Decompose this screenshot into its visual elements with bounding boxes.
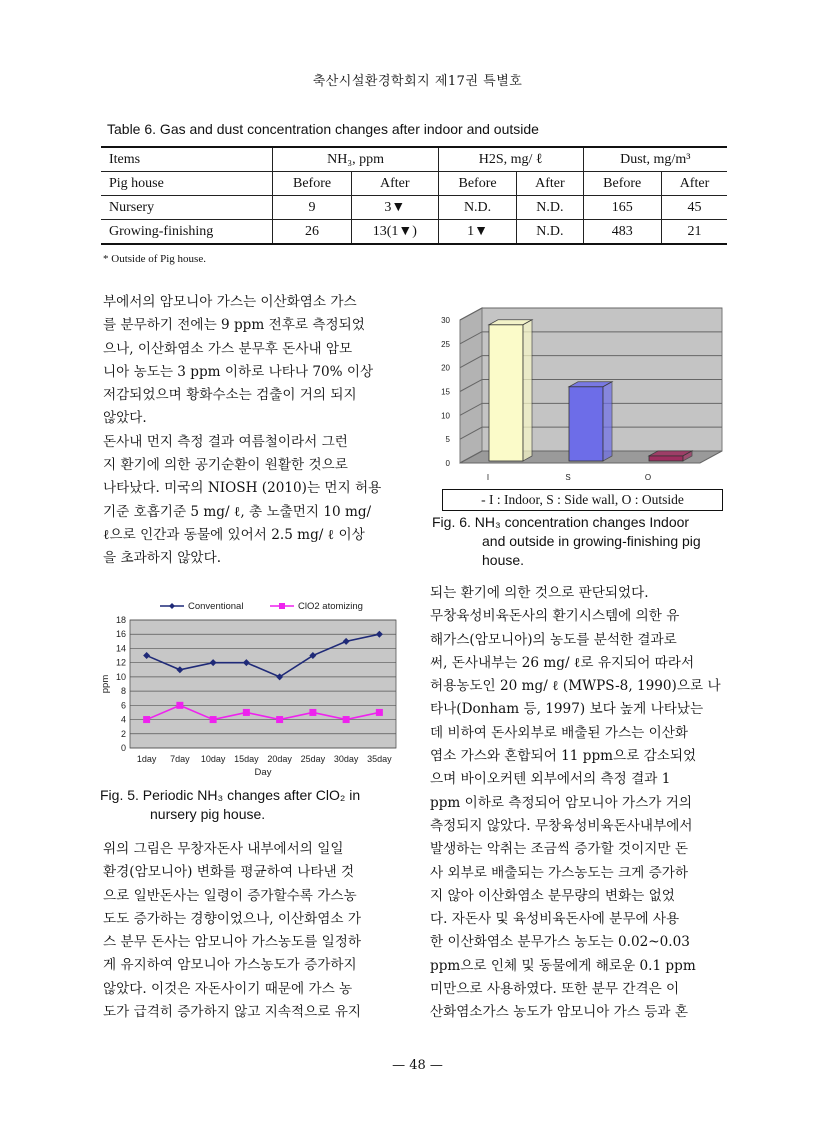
text-line: 도도 증가하는 경향이었으나, 이산화염소 가 <box>103 910 361 927</box>
text-line: 을 초과하지 않았다. <box>103 550 222 567</box>
caption-line: nursery pig house. <box>150 806 266 822</box>
text-line: 나타났다. 미국의 NIOSH (2010)는 먼지 허용 <box>103 480 382 497</box>
text-line: 데 비하여 돈사외부로 배출된 가스는 이산화 <box>430 724 688 741</box>
fig6-y-tick-label: 5 <box>445 435 450 445</box>
body-paragraph-right <box>430 582 733 1025</box>
fig6-y-tick-label: 10 <box>441 411 450 421</box>
fig5-y-tick-label: 16 <box>115 629 126 640</box>
text-line: 써, 돈사내부는 26 mg/ ℓ로 유지되어 따라서 <box>430 654 695 671</box>
fig5-plot-area <box>100 601 396 778</box>
table-cell: N.D. <box>517 220 583 245</box>
fig5-y-tick-label: 0 <box>120 743 126 753</box>
fig6-y-tick-label: 20 <box>441 363 450 373</box>
fig6-y-tick-label: 25 <box>441 339 450 349</box>
table-cell: 45 <box>661 196 727 220</box>
text-line: 를 분무하기 전에는 9 ppm 전후로 측정되었 <box>103 317 365 334</box>
table-cell: 26 <box>273 220 351 245</box>
fig5-x-tick-label: 25day <box>300 754 326 764</box>
table-subheader-row <box>101 172 727 196</box>
fig6-x-tick-label: S <box>565 473 571 482</box>
text-line: 않았다. 이것은 자돈사이기 때문에 가스 농 <box>103 980 353 997</box>
table-footnote: * Outside of Pig house. <box>103 253 206 265</box>
fig5-x-tick-label: 7day <box>170 754 190 764</box>
text-line: 으나, 이산화염소 가스 분무후 돈사내 암모 <box>103 340 353 357</box>
fig5-x-tick-label: 10day <box>200 754 226 764</box>
text-line: 저감되었으며 황화수소는 검출이 거의 되지 <box>103 387 357 404</box>
caption-line: house. <box>482 552 525 568</box>
text-line: 돈사내 먼지 측정 결과 여름철이라서 그런 <box>103 433 348 450</box>
text-line: 산화염소가스 농도가 암모니아 가스 등과 혼 <box>430 1004 688 1021</box>
text-line: 게 유지하여 암모니아 가스농도가 증가하지 <box>103 957 357 974</box>
th-before: Before <box>438 172 516 196</box>
fig6-bar <box>489 325 523 461</box>
table-6 <box>101 146 727 245</box>
fig5-x-tick-label: 1day <box>136 754 157 764</box>
th-after: After <box>351 172 438 196</box>
fig5-legend-label: Conventional <box>188 601 244 612</box>
fig5-data-point <box>243 709 250 716</box>
table-cell: N.D. <box>438 196 516 220</box>
text-line: 한 이산화염소 분무가스 농도는 0.02~0.03 <box>430 934 690 951</box>
body-paragraph-left-2 <box>103 838 405 1024</box>
th-before: Before <box>583 172 661 196</box>
text-line: 염소 가스와 혼합되어 11 ppm으로 감소되었 <box>430 748 697 765</box>
text-line: 되는 환기에 의한 것으로 판단되었다. <box>430 585 649 601</box>
fig5-y-tick-label: 8 <box>120 686 126 697</box>
table-cell: 483 <box>583 220 661 245</box>
text-line: 사 외부로 배출되는 가스농도는 크게 증가하 <box>430 864 688 881</box>
body-paragraph-left-1 <box>103 291 405 571</box>
fig5-x-axis-label: Day <box>254 767 272 778</box>
text-line: 허용농도인 20 mg/ ℓ (MWPS-8, 1990)으로 나 <box>430 678 721 695</box>
fig6-bar <box>569 387 603 461</box>
fig6-bar-chart <box>428 296 738 488</box>
fig6-caption <box>432 513 732 570</box>
text-line: 위의 그림은 무창자돈사 내부에서의 일일 <box>103 841 344 857</box>
text-line: 부에서의 암모니아 가스는 이산화염소 가스 <box>103 294 357 310</box>
fig5-data-point <box>309 709 316 716</box>
text-line: 으며 바이오커텐 외부에서의 측정 결과 1 <box>430 771 671 788</box>
fig6-x-tick-label: O <box>644 473 652 482</box>
table-row <box>101 196 727 220</box>
th-h2s: H2S, mg/ ℓ <box>438 147 583 172</box>
fig5-y-tick-label: 18 <box>115 615 126 625</box>
table-cell: N.D. <box>517 196 583 220</box>
caption-line: and outside in growing-finishing pig <box>482 533 701 549</box>
table-row <box>101 220 727 245</box>
th-after: After <box>661 172 727 196</box>
fig5-x-tick-label: 30day <box>333 754 359 764</box>
fig5-y-tick-label: 6 <box>120 700 126 711</box>
text-line: 않았다. <box>103 410 147 427</box>
text-line: 다. 자돈사 및 육성비육돈사에 분무에 사용 <box>430 911 680 928</box>
fig6-x-tick-label: I <box>486 473 490 482</box>
th-nh3: NH₃, ppm <box>273 147 439 172</box>
fig5-x-tick-label: 20day <box>267 754 292 764</box>
fig5-legend-marker <box>169 603 175 609</box>
table-cell: 13(1▼) <box>351 220 438 245</box>
fig5-y-tick-label: 14 <box>115 643 126 654</box>
text-line: 으로 일반돈사는 일령이 증가할수록 가스농 <box>103 887 357 904</box>
fig5-line-chart <box>98 594 408 784</box>
table-cell: 3▼ <box>351 196 438 220</box>
fig5-data-point <box>143 716 150 723</box>
fig5-y-axis-label: ppm <box>100 674 111 694</box>
fig5-caption <box>100 786 405 824</box>
fig5-y-tick-label: 4 <box>120 714 126 725</box>
text-line: 기준 호흡기준 5 mg/ ℓ, 총 노출먼지 10 mg/ <box>103 503 372 520</box>
fig5-data-point <box>210 716 217 723</box>
caption-line: Fig. 5. Periodic NH₃ changes after ClO₂ in <box>100 787 361 803</box>
table-cell: Nursery <box>101 196 273 220</box>
th-before: Before <box>273 172 351 196</box>
page-number: — 48 — <box>392 1058 443 1073</box>
text-line: 지 않아 이산화염소 분무량의 변화는 없었 <box>430 887 675 904</box>
table-cell: 9 <box>273 196 351 220</box>
text-line: 해가스(암모니아)의 농도를 분석한 결과로 <box>430 631 677 648</box>
text-line: 발생하는 악취는 조금씩 증가할 것이지만 돈 <box>430 841 688 858</box>
table-caption: Table 6. Gas and dust concentration changes after indoor and outside <box>107 121 539 137</box>
fig6-legend: - I : Indoor, S : Side wall, O : Outside <box>442 489 723 511</box>
fig5-data-point <box>276 716 283 723</box>
fig5-legend-label: ClO2 atomizing <box>298 601 363 612</box>
table-cell: 1▼ <box>438 220 516 245</box>
fig5-x-tick-label: 15day <box>234 754 259 764</box>
fig6-y-tick-label: 15 <box>441 387 450 397</box>
text-line: ℓ으로 인간과 동물에 있어서 2.5 mg/ ℓ 이상 <box>103 526 365 543</box>
table-header-row <box>101 147 727 172</box>
fig5-x-tick-label: 35day <box>367 754 392 764</box>
fig5-data-point <box>343 716 350 723</box>
text-line: 니아 농도는 3 ppm 이하로 나타나 70% 이상 <box>103 363 374 380</box>
text-line: 스 분무 돈사는 암모니아 가스농도를 일정하 <box>103 934 361 951</box>
fig5-legend-marker <box>279 603 285 609</box>
text-line: 지 환기에 의한 공기순환이 원활한 것으로 <box>103 457 348 474</box>
text-line: 무창육성비육돈사의 환기시스템에 의한 유 <box>430 608 680 625</box>
journal-header: 축산시설환경학회지 제17권 특별호 <box>312 74 523 89</box>
caption-line: Fig. 6. NH₃ concentration changes Indoor <box>432 514 690 530</box>
table-cell: Growing-finishing <box>101 220 273 245</box>
fig5-y-tick-label: 10 <box>115 671 126 682</box>
fig6-bar-side <box>603 382 612 461</box>
table-cell: 165 <box>583 196 661 220</box>
text-line: ppm으로 인체 및 동물에게 해로운 0.1 ppm <box>430 957 696 974</box>
text-line: 미만으로 사용하였다. 또한 분무 간격은 이 <box>430 981 680 998</box>
fig5-data-point <box>376 709 383 716</box>
fig5-data-point <box>176 702 183 709</box>
text-line: 측정되지 않았다. 무창육성비육돈사내부에서 <box>430 817 693 834</box>
text-line: ppm 이하로 측정되어 암모니아 가스가 거의 <box>430 794 693 811</box>
th-after: After <box>517 172 583 196</box>
fig6-plot-area <box>441 308 722 482</box>
text-line: 환경(암모니아) 변화를 평균하여 나타낸 것 <box>103 864 355 881</box>
table-cell: 21 <box>661 220 727 245</box>
fig6-bar <box>649 456 683 461</box>
fig5-y-tick-label: 12 <box>115 657 126 668</box>
th-pig-house: Pig house <box>101 172 273 196</box>
fig6-y-tick-label: 30 <box>441 316 450 325</box>
fig5-y-tick-label: 2 <box>120 728 126 739</box>
fig6-y-tick-label: 0 <box>445 459 450 468</box>
text-line: 타나(Donham 등, 1997) 보다 높게 나타났는 <box>430 701 704 718</box>
fig6-bar-side <box>523 320 532 461</box>
th-dust: Dust, mg/m³ <box>583 147 727 172</box>
th-items: Items <box>101 147 273 172</box>
text-line: 도가 급격히 증가하지 않고 지속적으로 유지 <box>103 1004 361 1021</box>
